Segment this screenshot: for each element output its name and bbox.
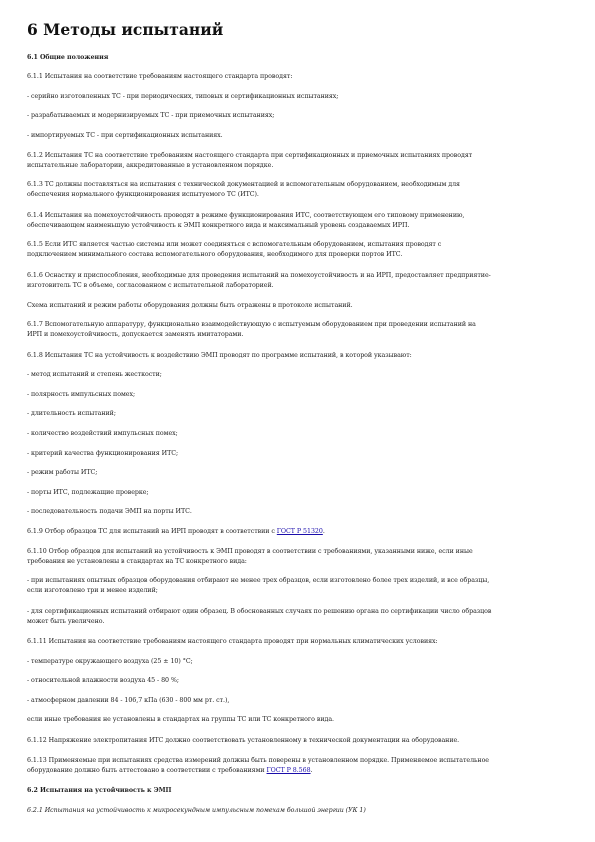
paragraph-6-1-10 [27,547,572,566]
paragraph-line: обеспечивающем наименьшую устойчивость к ЭМП конкретного вида и максимальный уровень создаваемых ИРП. [27,221,410,229]
paragraph-6-1-9 [27,527,572,537]
list-item: - порты ИТС, подлежащие проверке; [27,489,149,496]
list-item: - режим работы ИТС; [27,469,98,476]
paragraph-6-2-1: 6.2.1 Испытания на устойчивость к микросекундным импульсным помехам большой энергии (УК 1) [27,807,366,814]
paragraph-6-1-2 [27,151,572,170]
gost-r-51320-link[interactable]: ГОСТ Р 51320 [276,528,323,535]
paragraph-text: 6.1.9 Отбор образцов ТС для испытаний на ИРП проводят в соответствии с [27,528,277,535]
paragraph-6-1-11: 6.1.11 Испытания на соответствие требованиям настоящего стандарта проводят при нормальных климатических условиях: [27,638,438,645]
paragraph-line: испытательные лаборатории, аккредитованные в установленном порядке. [27,161,274,169]
paragraph-line: обеспечения нормального функционирования испытуемого ТС (ИТС). [27,190,259,198]
list-item: - импортируемых ТС - при сертификационных испытаниях. [27,132,223,139]
paragraph-6-1-8: 6.1.8 Испытания ТС на устойчивость к воздействию ЭМП проводят по программе испытаний, в которой указывают: [27,352,412,359]
list-item: - критерий качества функционирования ИТС; [27,450,179,457]
list-item: - длительность испытаний; [27,410,116,417]
paragraph-line: изготовитель ТС в объеме, согласованном с испытательной лабораторией. [27,281,274,289]
paragraph-line: 6.1.7 Вспомогательную аппаратуру, функционально взаимодействующую с испытуемым оборудованием при проведении испытаний на [27,321,476,328]
paragraph-text: оборудование должно быть аттестовано в соответствии с требованиями [27,766,267,774]
paragraph-line: 6.1.3 ТС должны поставляться на испытания с технической документацией и вспомогательным оборудованием, необходимым для [27,181,460,188]
list-item [27,607,572,626]
paragraph-line: ИРП и помехоустойчивость, допускается заменять имитаторами. [27,330,244,338]
paragraph-text-end: . [310,766,313,774]
section-title: 6 Методы испытаний [27,20,224,39]
list-item: - последовательность подачи ЭМП на порты ИТС. [27,508,192,515]
paragraph-line: может быть увеличено. [27,617,105,625]
paragraph-6-1-12: 6.1.12 Напряжение электропитания ИТС должно соответствовать установленному в технической документации на оборудование. [27,737,460,744]
paragraph-line: 6.1.4 Испытания на помехоустойчивость проводят в режиме функционирования ИТС, соответствующем его типовому применению, [27,212,465,219]
paragraph-text-end: . [322,528,325,535]
list-item: - разрабатываемых и модернизируемых ТС - при приемочных испытаниях; [27,112,275,119]
paragraph-line: 6.1.5 Если ИТС является частью системы или может соединяться с вспомогательным оборудованием, испытания проводят с [27,241,442,248]
paragraph-6-1-7 [27,320,572,339]
gost-r-8-568-link[interactable]: ГОСТ Р 8.568 [266,766,311,774]
paragraph-line: требования не установлены в стандартах на ТС конкретного вида: [27,557,247,565]
paragraph-line: подключением минимального состава вспомогательного оборудования, необходимого для проверки портов ИТС. [27,250,403,258]
paragraph-line: если изготовлено три и менее изделий; [27,586,158,594]
paragraph-line: 6.1.2 Испытания ТС на соответствие требованиям настоящего стандарта при сертификационных и приемочных испытаниях проводят [27,152,473,159]
paragraph-scheme: Схема испытаний и режим работы оборудования должны быть отражены в протоколе испытаний. [27,302,353,309]
paragraph-6-1-13 [27,756,572,775]
paragraph-6-1-4 [27,211,572,230]
subsection-heading-6-1: 6.1 Общие положения [27,54,109,61]
paragraph-6-1-6 [27,271,572,290]
paragraph-6-1-1: 6.1.1 Испытания на соответствие требованиям настоящего стандарта проводят: [27,73,293,80]
list-item: - серийно изготовленных ТС - при периодических, типовых и сертификационных испытаниях; [27,93,339,100]
paragraph-line [27,766,572,776]
paragraph-line: 6.1.13 Применяемые при испытаниях средства измерений должны быть поверены в установленном порядке. Применяемое испытательное [27,757,489,764]
list-item [27,576,572,595]
list-item: - температуре окружающего воздуха (25 ± 10) °С; [27,658,193,665]
list-item: - относительной влажности воздуха 45 - 80 %; [27,677,179,684]
paragraph-line: 6.1.10 Отбор образцов для испытаний на устойчивость к ЭМП проводят в соответствии с требованиями, указанными ниже, если иные [27,548,473,555]
subsection-heading-6-2: 6.2 Испытания на устойчивость к ЭМП [27,787,172,794]
paragraph-line: - при испытаниях опытных образцов оборудования отбирают не менее трех образцов, если изготовлено более трех изделий, и все образцы, [27,577,490,584]
paragraph-line: 6.1.6 Оснастку и приспособления, необходимые для проведения испытаний на помехоустойчивость и на ИРП, предоставляет предприятие- [27,272,491,279]
list-item: - метод испытаний и степень жесткости; [27,371,162,378]
list-item: - количество воздействий импульсных помех; [27,430,178,437]
paragraph-6-1-5 [27,240,572,259]
paragraph-note: если иные требования не установлены в стандартах на группы ТС или ТС конкретного вида. [27,716,334,723]
list-item: - полярность импульсных помех; [27,391,136,398]
paragraph-6-1-3 [27,180,572,199]
paragraph-line: - для сертификационных испытаний отбирают один образец. В обоснованных случаях по решению органа по сертификации число образцов [27,608,492,615]
list-item: - атмосферном давлении 84 - 106,7 кПа (630 - 800 мм рт. ст.), [27,697,230,704]
